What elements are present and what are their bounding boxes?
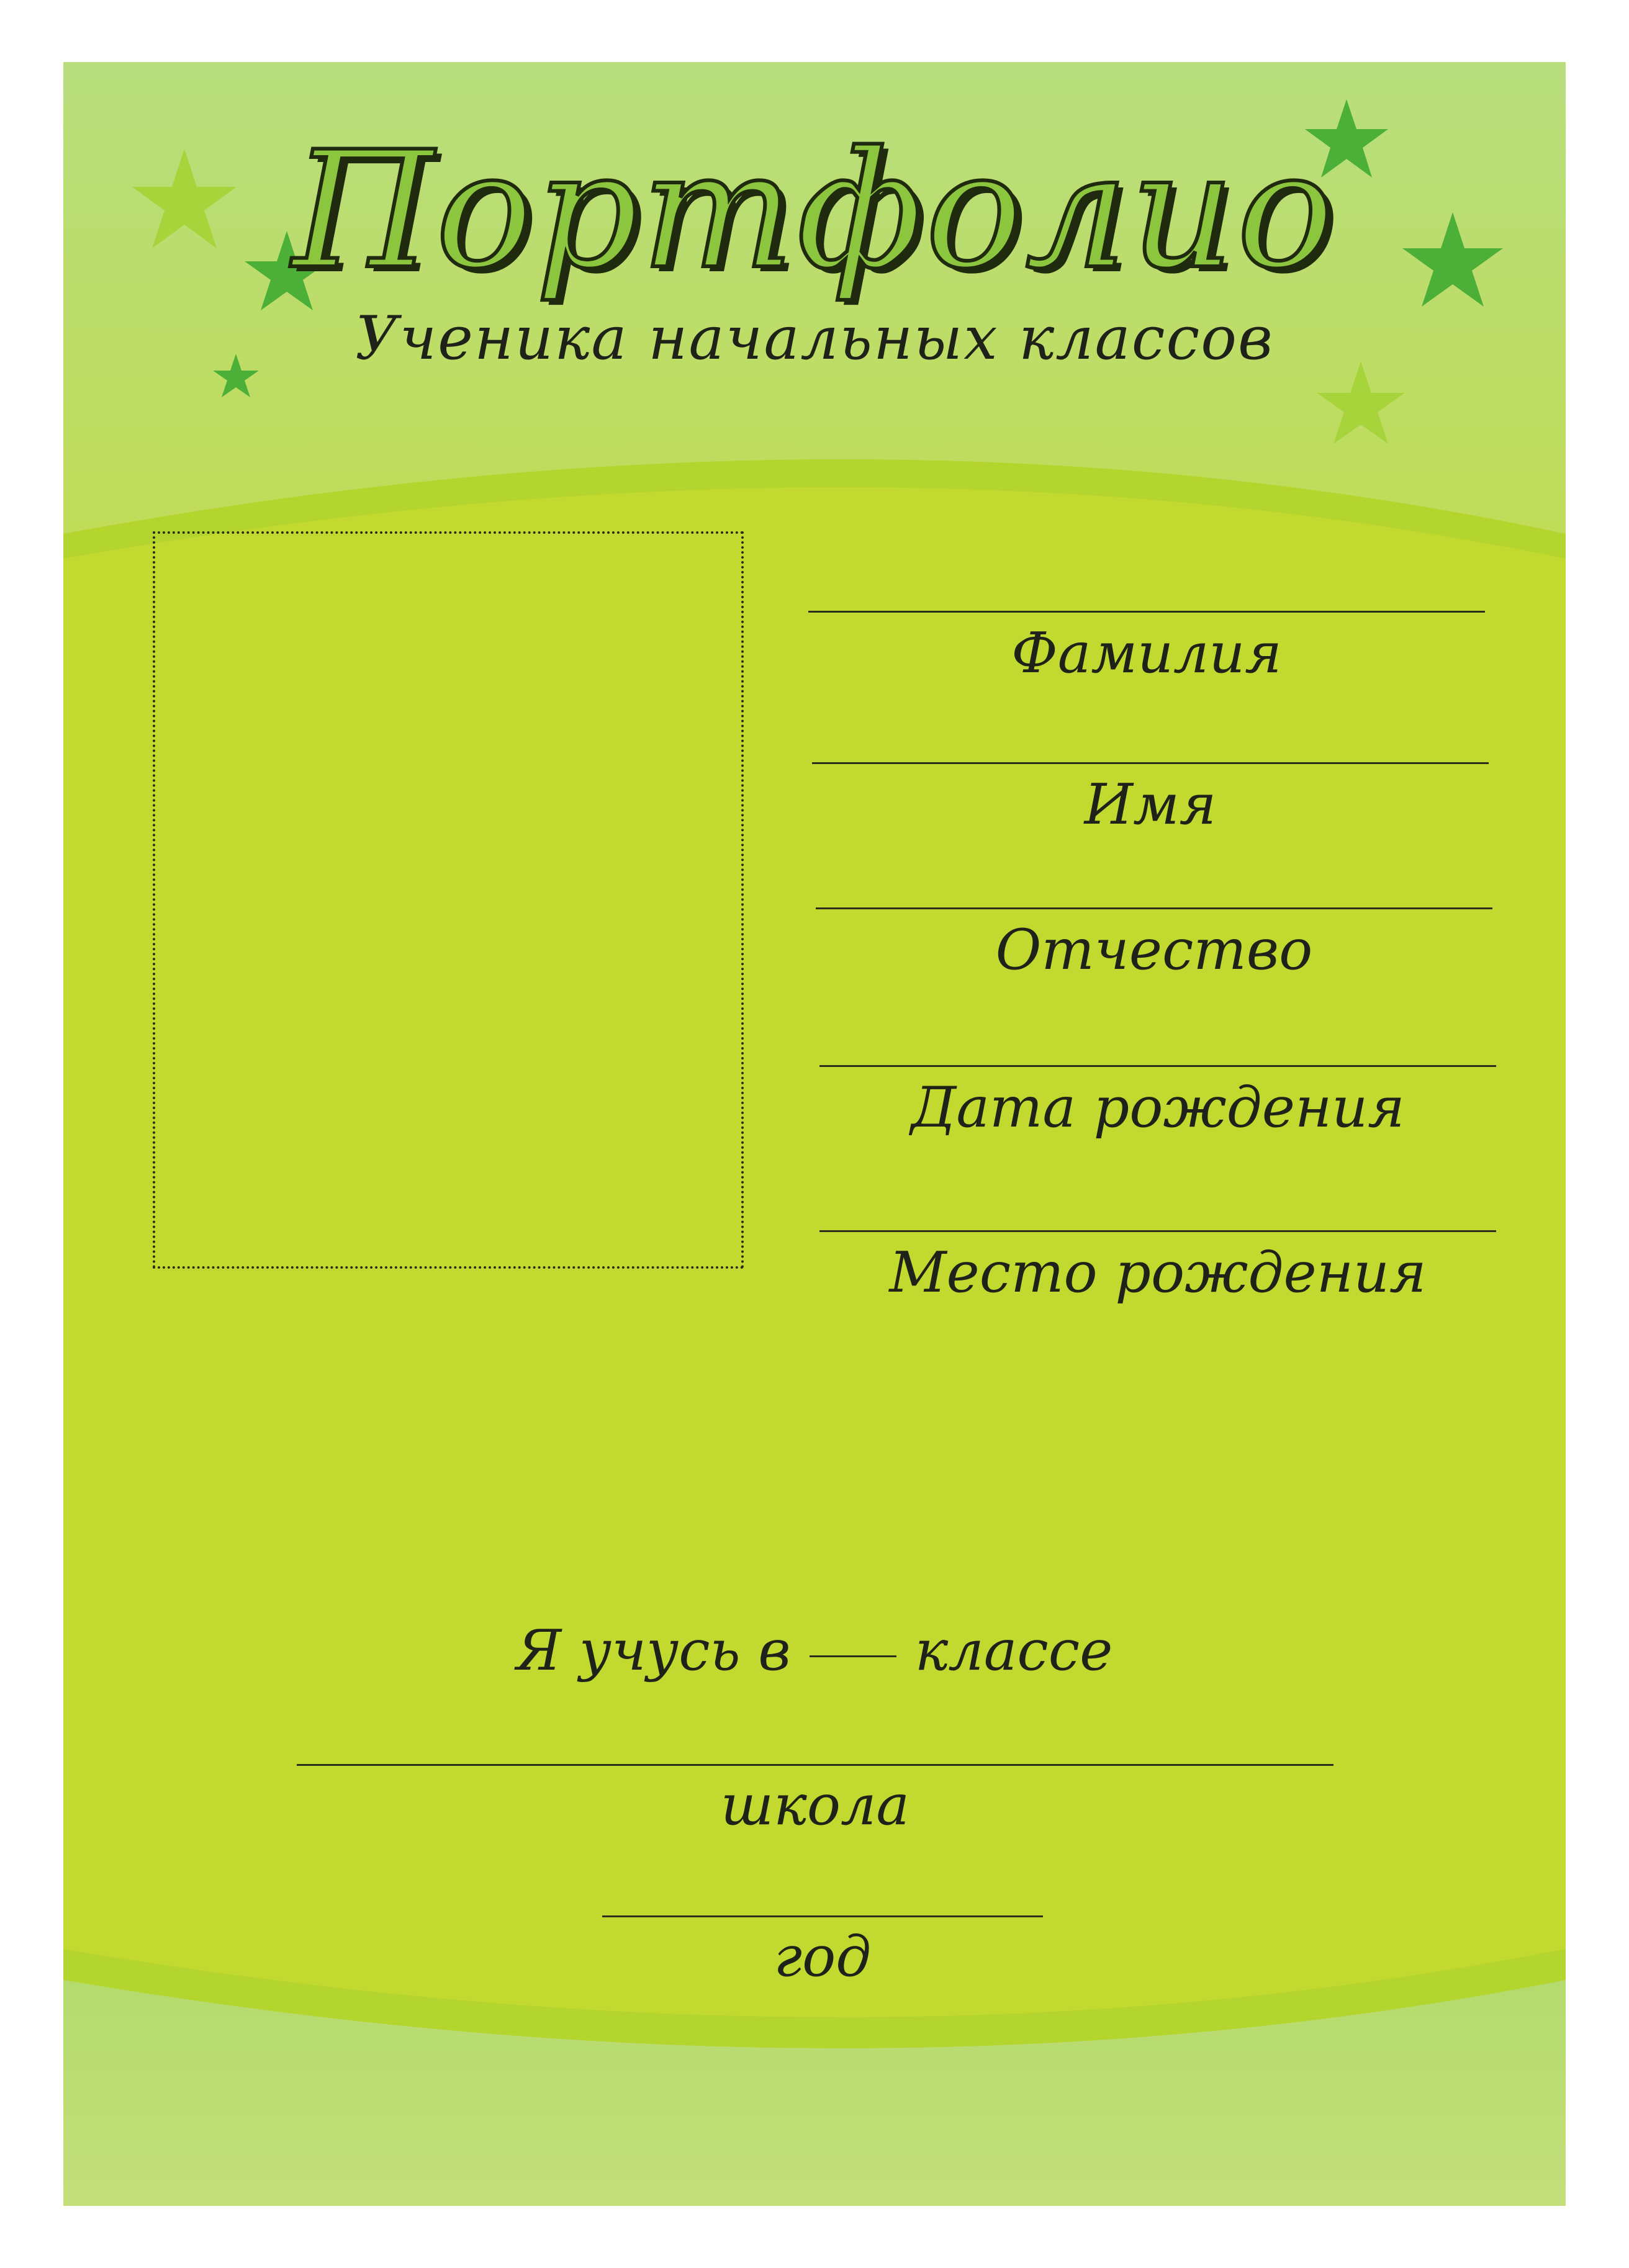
year-label: год <box>774 1924 872 1989</box>
page-subtitle: Ученика начальных классов <box>355 304 1274 373</box>
page-title: Портфолио <box>292 117 1337 305</box>
class-line-after: классе <box>914 1618 1113 1683</box>
surname-field <box>808 611 1485 691</box>
surname-line <box>808 611 1485 613</box>
portfolio-sheet <box>63 62 1566 2206</box>
year-line <box>602 1915 1043 1917</box>
class-number-blank <box>810 1655 896 1657</box>
birth-place-field <box>819 1230 1496 1310</box>
name-field <box>812 762 1489 842</box>
school-line <box>297 1764 1333 1766</box>
surname-label: Фамилия <box>1011 621 1282 686</box>
birth-date-label: Дата рождения <box>911 1075 1405 1140</box>
school-field <box>297 1764 1333 1843</box>
class-line-before: Я учусь в <box>516 1618 791 1683</box>
birth-date-field <box>819 1065 1496 1145</box>
birth-place-label: Место рождения <box>889 1240 1427 1305</box>
name-label: Имя <box>1084 772 1217 837</box>
birth-date-line <box>819 1065 1496 1067</box>
name-line <box>812 762 1489 764</box>
school-label: школа <box>720 1773 910 1838</box>
class-line <box>63 1614 1566 1688</box>
photo-placeholder <box>153 531 744 1269</box>
patronymic-label: Отчество <box>995 917 1313 983</box>
year-field <box>602 1915 1043 1994</box>
patronymic-field <box>816 907 1492 988</box>
patronymic-line <box>816 907 1492 909</box>
birth-place-line <box>819 1230 1496 1232</box>
